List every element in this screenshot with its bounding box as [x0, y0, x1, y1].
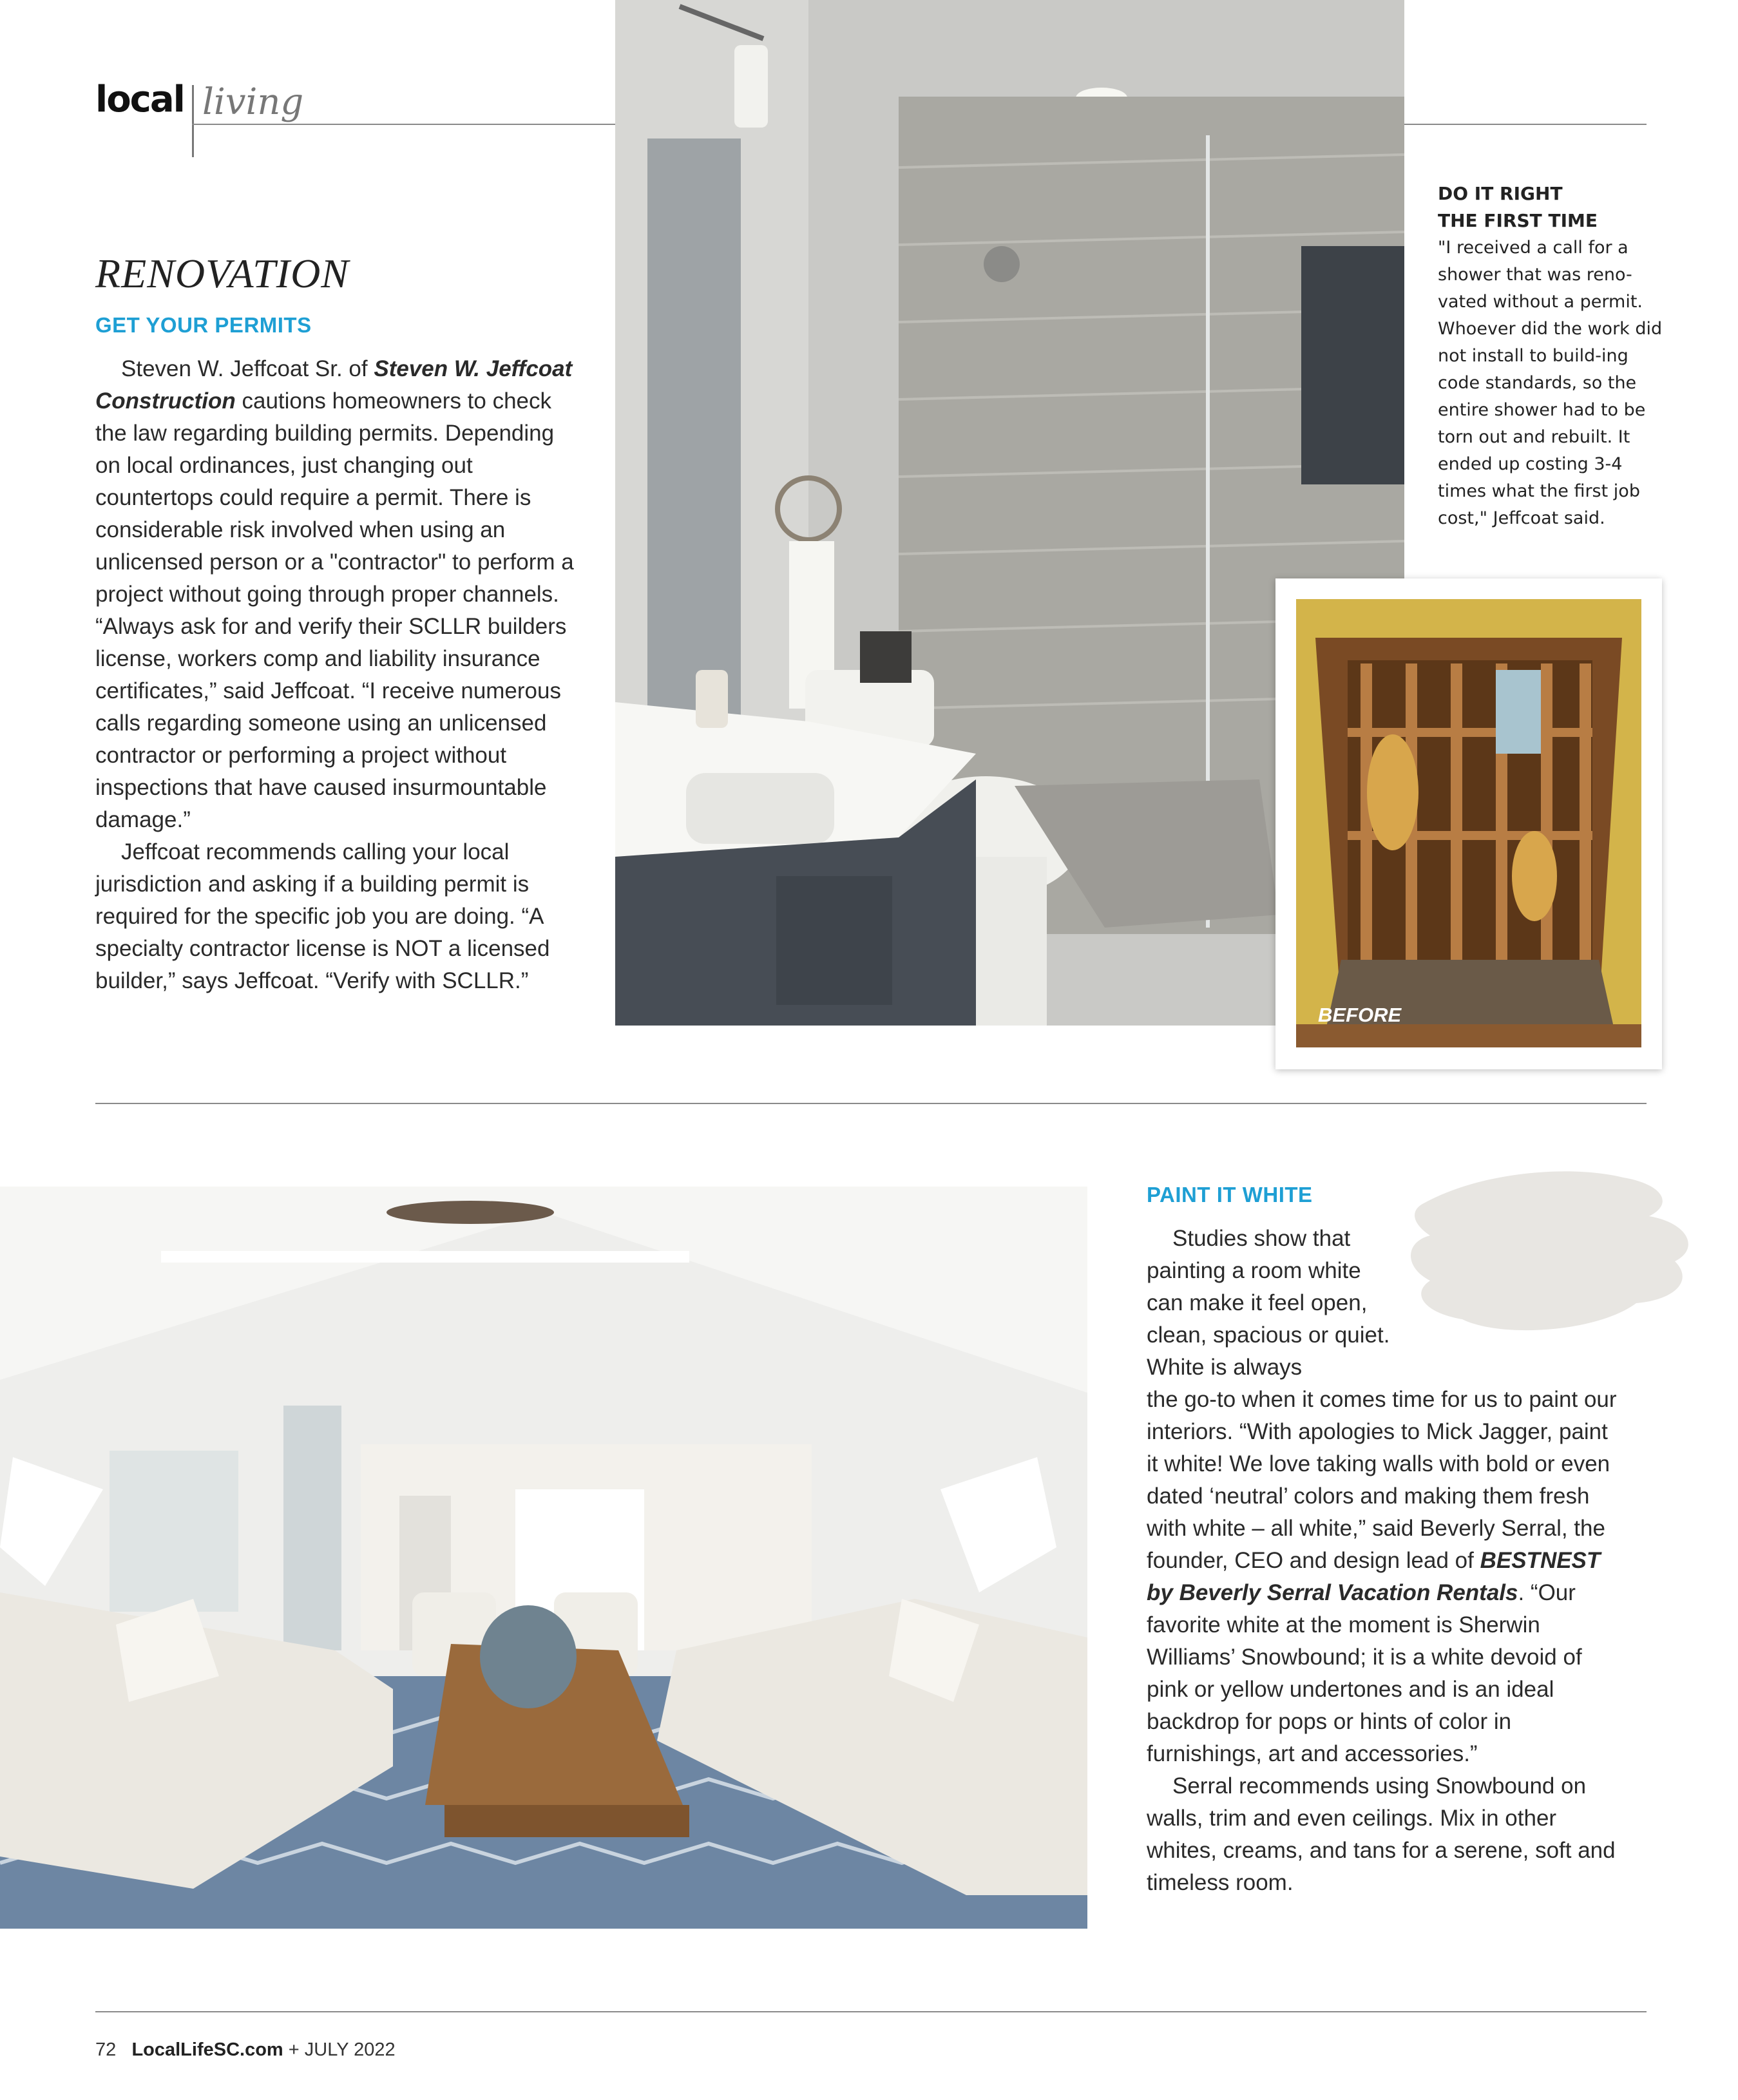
paint-main-text-b: . “Our favorite white at the moment is Sherwin Williams’ Snowbound; it is a white devoid of pink or yellow undertones and is an ideal backdrop for pops or hints of color in furnishings, art and accessories.”: [1147, 1580, 1582, 1766]
brand-local-wordmark: local: [95, 79, 184, 120]
living-room-photo: [0, 1187, 1087, 1929]
before-illustration: [1296, 599, 1641, 1047]
issue-date: + JULY 2022: [288, 2039, 396, 2060]
paint-paragraph-2: Serral recommends using Snowbound on walls, trim and even ceilings. Mix in other whites, creams, and tans for a serene, soft and timeless room.: [1147, 1773, 1616, 1895]
footer-rule: [95, 2011, 1647, 2012]
sidebar-title-line1: DO IT RIGHT: [1438, 183, 1563, 204]
paint-intro: Studies show that painting a room white can make it feel open, clean, spacious or quiet. White is always: [1147, 1226, 1390, 1380]
section-title: RENOVATION: [95, 251, 349, 296]
bestnest-company-name: BESTNEST by Beverly Serral Vacation Rentals: [1147, 1548, 1601, 1605]
paint-swatch: [1404, 1165, 1701, 1345]
before-demolition-photo: [1296, 599, 1641, 1047]
sidebar-title: [1438, 180, 1598, 234]
permits-rest-text: cautions homeowners to check the law regarding building permits. Depending on local ordinances, just changing out countertops could require a permit. There is considerable risk involved when using an unlicensed person or a "contractor" to perform a project without going through proper channels. “Always ask for and verify their SCLLR builders license, workers comp and liability insurance certificates,” said Jeffcoat. “I receive numerous calls regarding someone using an unlicensed contractor or performing a project without inspections that have caused insurmountable damage.”: [95, 388, 574, 832]
permits-paragraph-2: Jeffcoat recommends calling your local jurisdiction and asking if a building permit is required for the specific job you are doing. “A specialty contractor license is NOT a licensed builder,” says Jeffcoat. “Verify with SCLLR.”: [95, 839, 550, 993]
before-photo-label: BEFORE: [1318, 1004, 1402, 1026]
section-divider: [95, 1103, 1647, 1104]
sidebar-quote: "I received a call for a shower that was reno-vated without a permit. Whoever did the work did not install to build-ing code standards, so the entire shower had to be torn out and rebuilt. It ended up costing 3-4 times what the first job cost," Jeffcoat said.: [1438, 238, 1663, 528]
paint-swatch-shape: [1404, 1165, 1701, 1345]
paint-main-text-a: the go-to when it comes time for us to paint our interiors. “With apologies to Mick Jagger, paint it white! We love taking walls with bold or even dated ‘neutral’ colors and making them fresh with white – all white,” said Beverly Serral, the founder, CEO and design lead of: [1147, 1387, 1617, 1573]
paint-body: [1147, 1384, 1623, 1899]
paint-subhead: PAINT IT WHITE: [1147, 1183, 1313, 1207]
permits-lead-text: Steven W. Jeffcoat Sr. of: [121, 356, 374, 381]
permits-subhead: GET YOUR PERMITS: [95, 313, 312, 337]
page-number: 72: [95, 2039, 117, 2060]
brand-separator: [192, 85, 194, 157]
paint-paragraph-1: [1147, 1384, 1623, 1770]
sidebar-title-line2: THE FIRST TIME: [1438, 210, 1598, 231]
site-link[interactable]: LocalLifeSC.com: [131, 2039, 283, 2060]
brand-living-wordmark: living: [202, 81, 304, 123]
company-name: Steven W. Jeffcoat Construction: [95, 356, 573, 414]
permits-paragraph-1: [95, 353, 585, 836]
permits-body: [95, 353, 585, 997]
page-footer: [95, 2039, 396, 2061]
living-room-illustration: [0, 1187, 1087, 1929]
